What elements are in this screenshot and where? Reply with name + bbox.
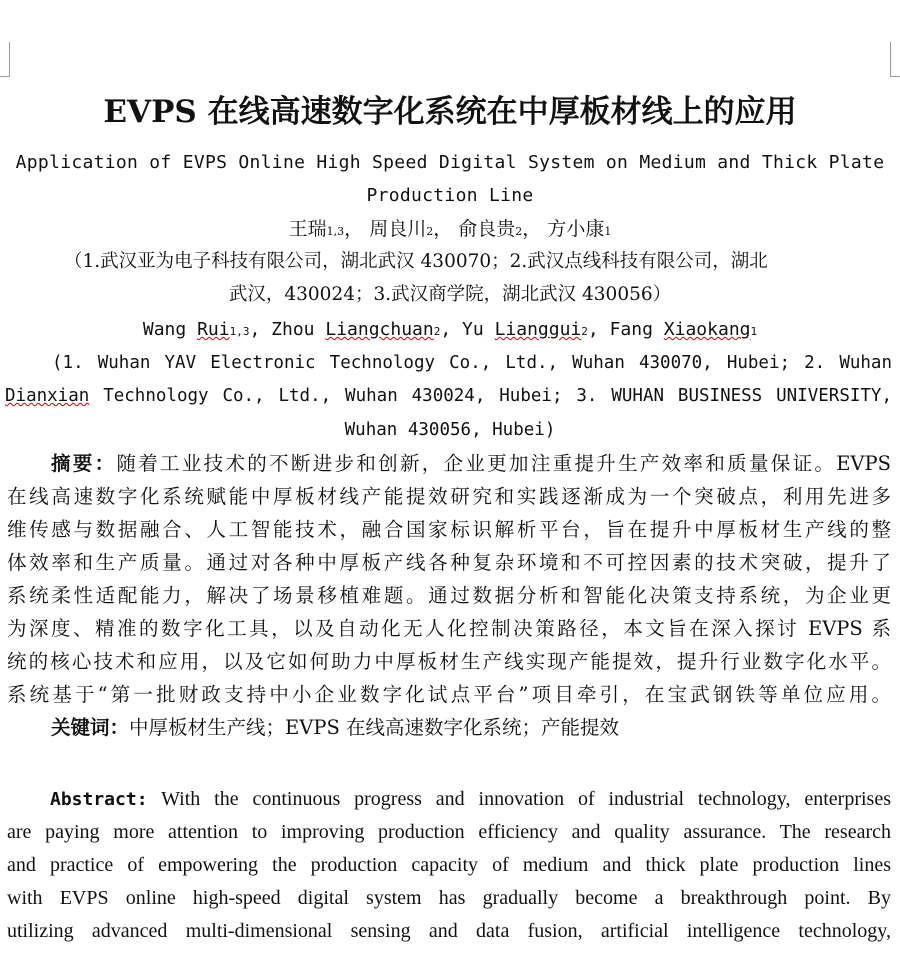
english-title-line-2: Production Line (366, 185, 534, 206)
abstract-cn-label: 摘要： (51, 452, 117, 475)
abstract-cn-line-4: 体效率和生产质量。通过对各种中厚板产线各种复杂环境和不可控因素的技术突破，提升了 (7, 551, 891, 574)
affiliation-en-line-2 (5, 384, 892, 408)
paper-title: EVPS 在线高速数字化系统在中厚板材线上的应用 (103, 94, 797, 130)
abstract-en-line-3: and practice of empowering the production capacity of medium and thick plate production lines (7, 854, 891, 876)
author-en: Wang Rui1,3, (142, 319, 261, 340)
abstract-cn-line-3: 维传感与数据融合、人工智能技术，融合国家标识解析平台，旨在提升中厚板材生产线的整 (7, 518, 891, 541)
author-cn: 方小康1 (547, 218, 612, 240)
abstract-cn-line-1 (51, 450, 891, 478)
keywords-cn-text: 中厚板材生产线；EVPS 在线高速数字化系统；产能提效 (129, 716, 620, 739)
keywords-cn-label: 关键词： (51, 716, 130, 739)
abstract-en-label: Abstract: (50, 789, 148, 810)
abstract-en-line-4: with EVPS online high-speed digital system has gradually become a breakthrough point. By (7, 887, 891, 909)
authors-cn (0, 216, 900, 245)
author-en: Yu Lianggui2, (462, 319, 599, 340)
author-cn: 周良川2， (369, 218, 453, 240)
abstract-cn-line-5: 系统柔性适配能力，解决了场景移植难题。通过数据分析和智能化决策支持系统，为企业更 (7, 584, 891, 607)
abstract-cn-line-8: 系统基于“第一批财政支持中小企业数字化试点平台”项目牵引，在宝武钢铁等单位应用。 (7, 683, 891, 706)
authors-en (0, 318, 900, 344)
page-corner-mark-right (890, 42, 900, 77)
affiliation-en-line-3: Wuhan 430056, Hubei) (344, 420, 556, 440)
keywords-cn (51, 714, 619, 742)
affiliation-en-line-2-rest: Technology Co., Ltd., Wuhan 430024, Hubei; 3. WUHAN BUSINESS UNIVERSITY, (89, 386, 892, 406)
author-cn: 王瑞1,3， (288, 218, 364, 240)
page-corner-mark-left (0, 42, 10, 77)
abstract-en-line-5: utilizing advanced multi-dimensional sensing and data fusion, artificial intelligence technology, (7, 920, 891, 942)
author-en: Fang Xiaokang1 (609, 319, 758, 340)
author-cn: 俞良贵2， (458, 218, 542, 240)
abstract-en-line-2: are paying more attention to improving production efficiency and quality assurance. The research (7, 821, 891, 843)
affiliation-en-line-1: (1. Wuhan YAV Electronic Technology Co., Ltd., Wuhan 430070, Hubei; 2. Wuhan (52, 353, 892, 373)
abstract-cn-line-6: 为深度、精准的数字化工具，以及自动化无人化控制决策路径，本文旨在深入探讨 EVPS 系 (7, 617, 891, 640)
abstract-en-line-1 (50, 785, 891, 814)
abstract-cn-line-2: 在线高速数字化系统赋能中厚板材线产能提效研究和实践逐渐成为一个突破点，利用先进多 (7, 485, 891, 508)
affiliation-en-dianxian: Dianxian (5, 386, 90, 406)
affiliation-cn-line-2: 武汉，430024；3.武汉商学院，湖北武汉 430056） (228, 284, 672, 305)
abstract-cn-text: 随着工业技术的不断进步和创新，企业更加注重提升生产效率和质量保证。EVPS (116, 452, 891, 475)
affiliation-cn-line-1: （1.武汉亚为电子科技有限公司，湖北武汉 430070；2.武汉点线科技有限公司，湖北 (64, 251, 768, 272)
english-title-line-1: Application of EVPS Online High Speed Digital System on Medium and Thick Plate (15, 152, 885, 173)
abstract-en-text: With the continuous progress and innovation of industrial technology, enterprises (161, 788, 891, 810)
author-en: Zhou Liangchuan2, (271, 319, 452, 340)
abstract-cn-line-7: 统的核心技术和应用，以及它如何助力中厚板材生产线实现产能提效，提升行业数字化水平。 (7, 650, 891, 673)
